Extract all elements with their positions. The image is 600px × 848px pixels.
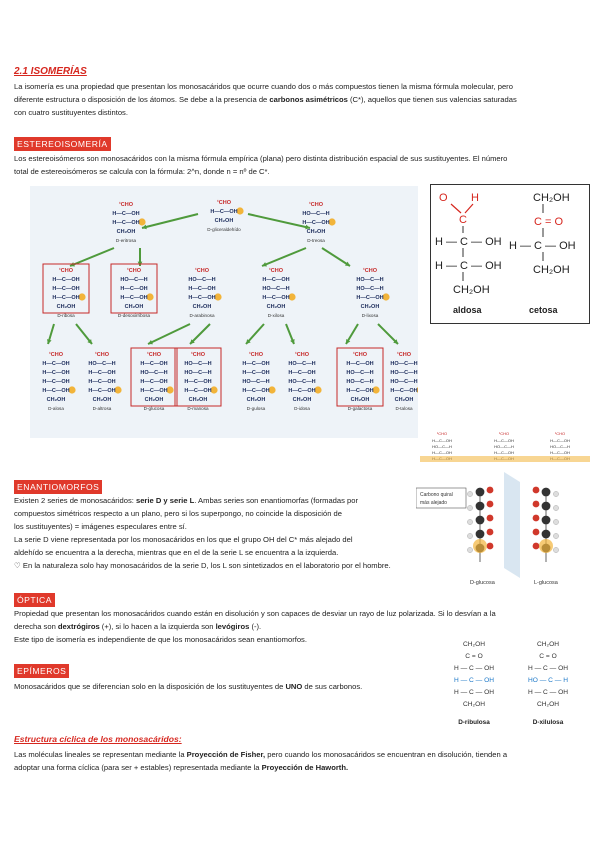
- hydrogen-atom: [467, 533, 472, 538]
- stereo-row: H—C—OH: [262, 277, 290, 283]
- carbon-atom: [542, 488, 551, 497]
- ch2oh-label: CH₂OH: [350, 397, 370, 403]
- stereo-row: HO—C—H: [346, 370, 374, 376]
- stereo-row: HO—C—H: [390, 361, 418, 367]
- ch2oh-label: CH₂OH: [214, 218, 234, 224]
- stereo-row: H—C—OH: [88, 370, 116, 376]
- epimer-row: H — C — OH: [454, 665, 494, 672]
- label-d-glucosa: D-glucosa: [470, 580, 495, 586]
- ch2oh-label: CH₂OH: [394, 397, 414, 403]
- ch2oh-label: CH₂OH: [124, 304, 144, 310]
- stereo-row: HO—C—H: [262, 286, 290, 292]
- section-title-isomerias: 2.1 ISOMERÍAS: [14, 66, 87, 77]
- oxygen-atom: [487, 529, 494, 536]
- ch2oh-label: CH₂OH: [192, 304, 212, 310]
- aldosa-row2: H — C — OH: [435, 260, 502, 272]
- hydrogen-atom: [467, 519, 472, 524]
- cetosa-co: C = O: [534, 216, 564, 228]
- stereo-row: H—C—OH: [242, 370, 270, 376]
- cho-label: ¹CHO: [308, 202, 324, 208]
- stereo-row: H—C—OH: [120, 286, 148, 292]
- cho-label: ¹CHO: [352, 352, 368, 358]
- sugar-name: D-glucosa: [143, 406, 165, 411]
- sugar-name: D-arabinosa: [189, 313, 215, 318]
- ch2oh-label: CH₂OH: [246, 397, 266, 403]
- ch2oh-label: CH₂OH: [188, 397, 208, 403]
- aldosa-cetosa-figure: [430, 184, 590, 324]
- hydrogen-atom: [553, 519, 558, 524]
- sugar-name: D-desoxirribosa: [117, 313, 151, 318]
- cho-label: ¹CHO: [248, 352, 264, 358]
- stereo-row: H—C—OH: [262, 295, 290, 301]
- ch2oh-label: CH₂OH: [306, 229, 326, 235]
- enantiomorfos-paragraph: Existen 2 series de monosacáridos: serie D y serie L. Ambas series son enantiomorfas (formadas por compuestos simétricos respecto a un plano, pero si los superpongo, no coincide la disposición de los sustituyentes) = imágenes especulares entre sí. La serie D viene representada por los monosacáridos en los que el grupo OH del C* más alejado del aldehído se encuentra a la derecha, mientras que en el de la serie L se encuentra a la izquierda. ♡ En la naturaleza solo hay monosacáridos de la serie D, los L son sintetizados en el laboratorio por el hombre.: [14, 496, 391, 570]
- oxygen-atom: [487, 501, 494, 508]
- stereo-row: HO—C—H: [242, 379, 270, 385]
- oxygen-atom: [487, 543, 494, 550]
- carbon-atom: [476, 488, 485, 497]
- oxygen-atom: [533, 487, 540, 494]
- carbon-atom: [542, 516, 551, 525]
- sugar-name: D-galactosa: [347, 406, 373, 411]
- stereo-row: HO—C—H: [302, 211, 330, 217]
- hydrogen-atom: [553, 533, 558, 538]
- stereo-row: HO—C—H: [390, 370, 418, 376]
- ciclica-paragraph: Las moléculas lineales se representan mediante la Proyección de Fisher, pero cuando los monosacáridos se encuentran en disolución, tienden a adoptar una forma cíclica (para ser + estables) representada mediante la Proyección de Haworth.: [14, 750, 508, 772]
- sugar-name: D-manosa: [187, 406, 209, 411]
- epimer-row: CH₂OH: [463, 641, 485, 648]
- ch2oh-label: CH₂OH: [92, 397, 112, 403]
- glucose-3d-figure: [416, 426, 594, 586]
- oxygen-atom: [487, 515, 494, 522]
- epimer-row: C = O: [539, 653, 557, 660]
- chiral-highlight: [473, 539, 487, 553]
- section-title-ciclica: Estructura cíclica de los monosacáridos:: [14, 734, 182, 744]
- mini-cho: ¹CHO: [554, 431, 566, 436]
- hydrogen-atom: [553, 547, 558, 552]
- cetosa-bottom: CH₂OH: [533, 264, 570, 276]
- epimer-row: CH₂OH: [537, 701, 559, 708]
- stereo-row: H—C—OH: [188, 286, 216, 292]
- sugar-name: D-xilosa: [267, 313, 285, 318]
- epimer-row: CH₂OH: [463, 701, 485, 708]
- cho-label: ¹CHO: [126, 268, 142, 274]
- mini-row: HO—C—H: [550, 444, 570, 449]
- stereo-row: H—C—OH: [42, 388, 70, 394]
- ch2oh-label: CH₂OH: [360, 304, 380, 310]
- stereo-row: HO—C—H: [88, 361, 116, 367]
- oxygen-atom: [533, 529, 540, 536]
- badge-epimeros: EPÍMEROS: [14, 664, 69, 678]
- mini-row: H—C—OH: [432, 438, 452, 443]
- stereo-row: H—C—OH: [140, 361, 168, 367]
- stereo-row: H—C—OH: [140, 388, 168, 394]
- stereo-row: H—C—OH: [42, 370, 70, 376]
- chiral-highlight: [539, 539, 553, 553]
- carbon-atom: [476, 516, 485, 525]
- highlight-band: [420, 456, 590, 462]
- stereo-row: H—C—OH: [346, 361, 374, 367]
- cetosa-top: CH₂OH: [533, 192, 570, 204]
- carbon-atom: [542, 502, 551, 511]
- aldosa-o: O: [439, 192, 448, 204]
- stereo-row: H—C—OH: [302, 220, 330, 226]
- epimer-row: H — C — OH: [528, 689, 568, 696]
- mini-row: H—C—OH: [494, 450, 514, 455]
- epimer-row: H — C — OH: [454, 677, 494, 684]
- stereo-row: H—C—OH: [120, 295, 148, 301]
- sugar-name: D-treosa: [307, 238, 325, 243]
- note-line2: más alejado: [420, 500, 447, 506]
- aldosa-label: aldosa: [453, 305, 482, 315]
- aldosa-bond: [465, 204, 473, 213]
- stereo-row: H—C—OH: [88, 388, 116, 394]
- epimer-label: D-xilulosa: [532, 719, 564, 726]
- stereo-row: H—C—OH: [356, 295, 384, 301]
- stereo-row: HO—C—H: [288, 361, 316, 367]
- stereo-row: H—C—OH: [42, 379, 70, 385]
- mini-row: H—C—OH: [432, 450, 452, 455]
- ch2oh-label: CH₂OH: [266, 304, 286, 310]
- epimer-row: HO — C — H: [528, 677, 568, 684]
- stereo-row: H—C—OH: [346, 388, 374, 394]
- carbon-atom: [542, 530, 551, 539]
- mini-row: HO—C—H: [432, 444, 452, 449]
- cho-label: ¹CHO: [396, 352, 412, 358]
- sugar-name: D-gulosa: [246, 406, 266, 411]
- cetosa-row: H — C — OH: [509, 240, 576, 252]
- ch2oh-label: CH₂OH: [292, 397, 312, 403]
- epimers-figure: [440, 636, 590, 728]
- cho-label: ¹CHO: [268, 268, 284, 274]
- mini-row: H—C—OH: [550, 438, 570, 443]
- mini-row: H—C—OH: [494, 438, 514, 443]
- ch2oh-label: CH₂OH: [116, 229, 136, 235]
- hydrogen-atom: [467, 547, 472, 552]
- badge-enantiomorfos: ENANTIOMORFOS: [14, 480, 102, 494]
- aldosa-bond: [451, 204, 461, 213]
- stereo-row: HO—C—H: [346, 379, 374, 385]
- cho-label: ¹CHO: [362, 268, 378, 274]
- mirror-plane: [504, 472, 520, 578]
- epimeros-paragraph: Monosacáridos que se diferencian solo en la disposición de los sustituyentes de UNO de sus carbonos.: [14, 682, 363, 691]
- oxygen-atom: [533, 501, 540, 508]
- sugar-name: D-lixosa: [361, 313, 379, 318]
- stereo-row: H—C—OH: [288, 388, 316, 394]
- stereo-row: H—C—OH: [184, 388, 212, 394]
- sugar-name: D-talosa: [395, 406, 413, 411]
- stereo-row: H—C—OH: [210, 209, 238, 215]
- optica-paragraph: Propiedad que presentan los monosacáridos cuando están en disolución y son capaces de desviar un rayo de luz polarizada. Si lo desvían a la derecha son dextrógiros (+), si lo hacen a la izquierda son levógiros (-). Este tipo de isomería es independiente de que los monosacáridos sean enantiomorfos.: [14, 609, 496, 644]
- sugar-name: D-altrosa: [92, 406, 112, 411]
- oxygen-atom: [533, 515, 540, 522]
- cho-label: ¹CHO: [194, 268, 210, 274]
- stereo-row: H—C—OH: [52, 277, 80, 283]
- stereo-row: H—C—OH: [188, 295, 216, 301]
- estereoisomeria-paragraph: Los estereoisómeros son monosacáridos con la misma fórmula empírica (plana) pero distinta distribución espacial de sus sustituyentes. El número total de estereoisómeros se calcula con la fórmula: 2^n, donde n = nº de C*.: [14, 154, 508, 176]
- stereo-row: HO—C—H: [356, 277, 384, 283]
- aldosa-h: H: [471, 192, 479, 204]
- mini-row: HO—C—H: [494, 444, 514, 449]
- epimer-row: CH₂OH: [537, 641, 559, 648]
- cho-label: ¹CHO: [146, 352, 162, 358]
- epimer-row: H — C — OH: [528, 665, 568, 672]
- cho-label: ¹CHO: [294, 352, 310, 358]
- hydrogen-atom: [467, 491, 472, 496]
- stereo-row: HO—C—H: [140, 370, 168, 376]
- stereo-row: H—C—OH: [390, 388, 418, 394]
- badge-estereoisomeria: ESTEREOISOMERÍA: [14, 137, 111, 151]
- stereo-row: HO—C—H: [184, 361, 212, 367]
- mini-cho: ¹CHO: [498, 431, 510, 436]
- stereo-row: HO—C—H: [390, 379, 418, 385]
- cho-label: ¹CHO: [118, 202, 134, 208]
- aldosa-c: C: [459, 214, 467, 226]
- hydrogen-atom: [553, 505, 558, 510]
- aldosa-ch2oh: CH₂OH: [453, 284, 490, 296]
- cho-label: ¹CHO: [94, 352, 110, 358]
- label-l-glucosa: L-glucosa: [534, 580, 558, 586]
- epimer-row: C = O: [465, 653, 483, 660]
- mini-row: H—C—OH: [550, 450, 570, 455]
- sugar-name: D-ribosa: [57, 313, 75, 318]
- ch2oh-label: CH₂OH: [56, 304, 76, 310]
- stereo-row: H—C—OH: [140, 379, 168, 385]
- stereo-row: H—C—OH: [242, 361, 270, 367]
- mini-cho: ¹CHO: [436, 431, 448, 436]
- stereo-row: H—C—OH: [112, 211, 140, 217]
- stereo-row: HO—C—H: [120, 277, 148, 283]
- carbon-atom: [476, 530, 485, 539]
- cho-label: ¹CHO: [48, 352, 64, 358]
- cho-label: ¹CHO: [190, 352, 206, 358]
- stereo-row: HO—C—H: [356, 286, 384, 292]
- sugar-name: D-eritrosa: [115, 238, 137, 243]
- cetosa-label: cetosa: [529, 305, 558, 315]
- badge-optica: ÓPTICA: [14, 593, 55, 607]
- stereo-row: HO—C—H: [288, 379, 316, 385]
- stereo-row: H—C—OH: [42, 361, 70, 367]
- aldosa-row1: H — C — OH: [435, 236, 502, 248]
- stereo-row: H—C—OH: [112, 220, 140, 226]
- sugar-name: D-alosa: [48, 406, 64, 411]
- oxygen-atom: [487, 487, 494, 494]
- aldosa-cetosa-svg: [431, 185, 589, 323]
- stereo-row: H—C—OH: [52, 286, 80, 292]
- isomerias-paragraph: La isomería es una propiedad que presentan los monosacáridos que ocurre cuando dos o más compuestos tienen la misma fórmula molecular, pero diferente estructura o disposición de los átomos. Se debe a la presencia de carbonos asimétricos (C*), aquellos que tienen sus valencias saturadas con cuatro sustituyentes distintos.: [14, 82, 517, 117]
- stereo-row: HO—C—H: [188, 277, 216, 283]
- hydrogen-atom: [553, 491, 558, 496]
- oxygen-atom: [533, 543, 540, 550]
- epimer-row: H — C — OH: [454, 689, 494, 696]
- stereo-row: H—C—OH: [288, 370, 316, 376]
- ch2oh-label: CH₂OH: [46, 397, 66, 403]
- sugar-name: D-idosa: [294, 406, 310, 411]
- stereo-row: H—C—OH: [184, 379, 212, 385]
- cho-label: ¹CHO: [58, 268, 74, 274]
- stereo-row: HO—C—H: [184, 370, 212, 376]
- carbon-atom: [476, 502, 485, 511]
- stereo-row: H—C—OH: [242, 388, 270, 394]
- aldose-tree-figure: [30, 186, 418, 438]
- cho-label: ¹CHO: [216, 200, 232, 206]
- sugar-name: D-gliceraldehído: [207, 227, 241, 232]
- ch2oh-label: CH₂OH: [144, 397, 164, 403]
- stereo-row: H—C—OH: [88, 379, 116, 385]
- note-line1: Carbono quiral: [420, 492, 453, 498]
- stereo-row: H—C—OH: [52, 295, 80, 301]
- epimer-label: D-ribulosa: [458, 719, 490, 726]
- hydrogen-atom: [467, 505, 472, 510]
